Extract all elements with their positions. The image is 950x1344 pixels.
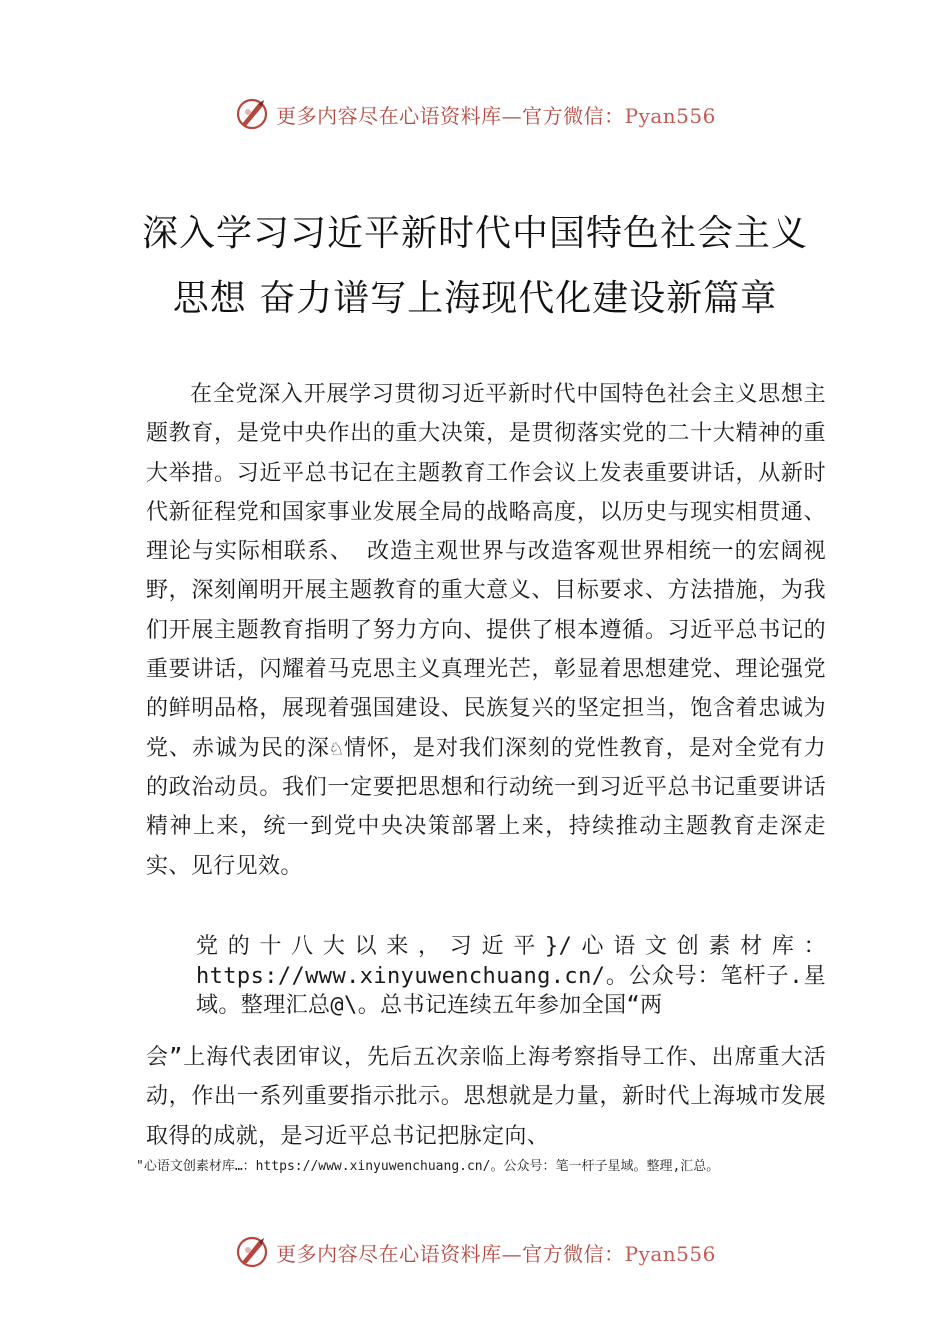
paragraph-1: 在全党深入开展学习贯彻习近平新时代中国特色社会主义思想主题教育，是党中央作出的重大决策，是贯彻落实党的二十大精神的重大举措。习近平总书记在主题教育工作会议上发表重要讲话，从新时代新征程党和国家事业发展全局的战略高度，以历史与现实相贯通、理论与实际相联系、 改造主观世界与改造客观世界相统一的宏阔视野，深刻阐明开展主题教育的重大意义、目标要求、方法措施，为我们开展主题教育指明了努力方向、提供了根本遵循。习近平总书记的重要讲话，闪耀着马克思主义真理光芒，彰显着思想建党、理论强党的鲜明品格，展现着强国建设、民族复兴的坚定担当，饱含着忠诚为党、赤诚为民的深♘情怀，是对我们深刻的党性教育，是对全党有力的政治动员。我们一定要把思想和行动统一到习近平总书记重要讲话精神上来，统一到党中央决策部署上来，持续推动主题教育走深走实、见行见效。 <box>146 382 826 879</box>
banner-slogan: 更多内容尽在心语资料库—官方微信： <box>276 1241 625 1266</box>
paragraph-2: 党的十八大以来，习近平}/心语文创素材库：https://www.xinyuwenchuang.cn/。公众号：笔杆子.星域。整理汇总@\。总书记连续五年参加全国“两 <box>196 934 826 1018</box>
document-title-line-1: 深入学习习近平新时代中国特色社会主义 <box>141 213 808 254</box>
quill-pen-logo-icon <box>234 1234 270 1270</box>
banner-text <box>276 1238 716 1267</box>
banner-slogan: 更多内容尽在心语资料库—官方微信： <box>276 103 625 128</box>
document-title-line-2: 思想 奋力谱写上海现代化建设新篇章 <box>172 278 778 319</box>
paragraph-3: 会”上海代表团审议，先后五次亲临上海考察指导工作、出席重大活动，作出一系列重要指示批示。思想就是力量，新时代上海城市发展取得的成就，是习近平总书记把脉定向、 <box>146 1045 826 1149</box>
bottom-watermark-banner <box>0 1232 950 1272</box>
banner-wechat-id: Pyan556 <box>624 103 716 128</box>
top-watermark-banner <box>0 94 950 134</box>
quill-pen-logo-icon <box>234 96 270 132</box>
banner-wechat-id: Pyan556 <box>624 1241 716 1266</box>
banner-text <box>276 100 716 129</box>
footnote: "心语文创素材库…：https://www.xinyuwenchuang.cn/。公众号：笔一杆子星域。整理,汇总。 <box>136 1159 720 1174</box>
